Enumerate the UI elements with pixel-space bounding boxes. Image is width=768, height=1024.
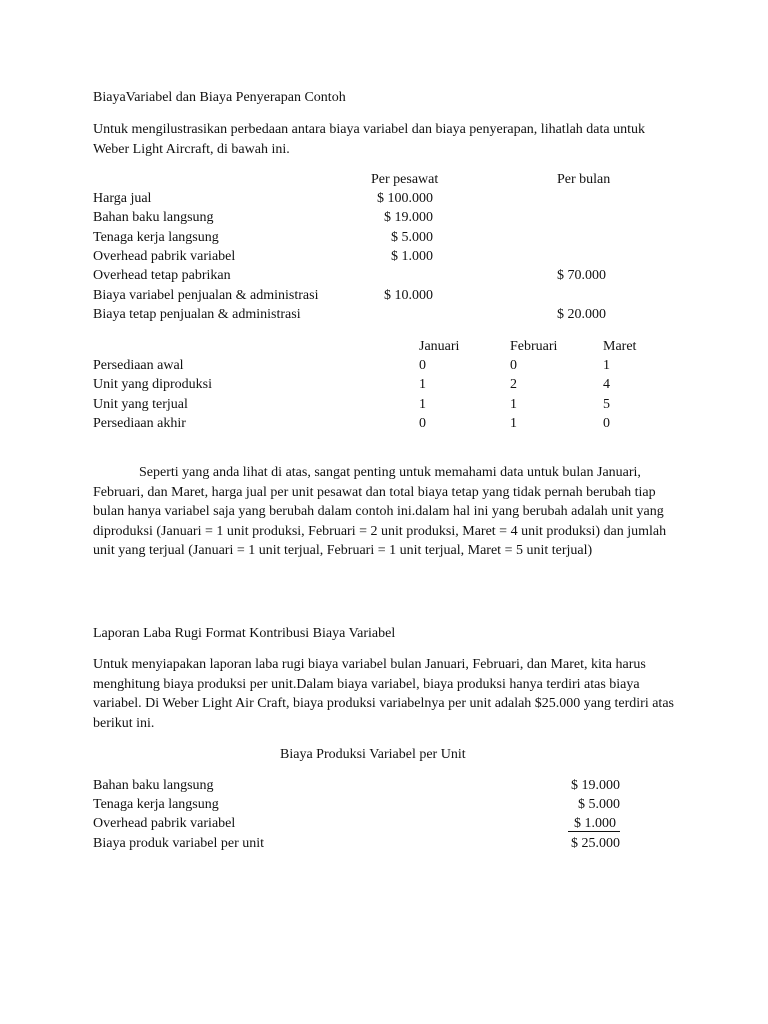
var-cost-total-value: $ 25.000	[571, 836, 620, 851]
variable-cost-paragraph: Untuk menyiapakan laporan laba rugi biaya variabel bulan Januari, Februari, dan Maret, kita harus menghitung biaya produksi per unit.Dalam biaya variabel, biaya produksi hanya terdiri atas biaya variabel. Di Weber Light Air Craft, biaya produksi variabelnya per unit adalah $25.000 yang terdiri atas berikut ini.	[93, 657, 674, 731]
unit-cell: 4	[603, 377, 610, 392]
var-cost-label: Bahan baku langsung	[93, 778, 214, 793]
unit-row-label: Persediaan akhir	[93, 416, 186, 431]
cost-row-label: Tenaga kerja langsung	[93, 230, 219, 245]
unit-cell: 1	[510, 397, 517, 412]
var-cost-total-label: Biaya produk variabel per unit	[93, 836, 265, 851]
var-cost-label: Tenaga kerja langsung	[93, 797, 219, 812]
var-cost-label: Overhead pabrik variabel	[93, 816, 236, 831]
document-title: BiayaVariabel dan Biaya Penyerapan Contoh	[93, 90, 346, 105]
unit-cell: 0	[419, 358, 426, 373]
cost-row-per-month: $ 70.000	[557, 268, 606, 283]
var-cost-value	[520, 814, 620, 833]
unit-cell: 0	[419, 416, 426, 431]
unit-row-label: Unit yang diproduksi	[93, 377, 212, 392]
unit-row-label: Persediaan awal	[93, 358, 184, 373]
col-header-per-month: Per bulan	[557, 172, 611, 187]
unit-cell: 1	[510, 416, 517, 431]
var-cost-value: $ 19.000	[571, 778, 620, 793]
explanation-paragraph: Seperti yang anda lihat di atas, sangat penting untuk memahami data untuk bulan Januari, Februari, dan Maret, harga jual per unit pesawat dan total biaya tetap yang tidak pernah berubah tiap bulan hanya variabel saja yang berubah dalam contoh ini.dalam hal ini yang berubah adalah unit yang diproduksi (Januari = 1 unit produksi, Februari = 2 unit produksi, Maret = 4 unit produksi) dan jumlah unit yang terjual (Januari = 1 unit terjual, Februari = 1 unit terjual, Maret = 5 unit terjual)	[93, 465, 667, 559]
variable-cost-title: Biaya Produksi Variabel per Unit	[280, 747, 466, 762]
cost-row-label: Biaya variabel penjualan & administrasi	[93, 288, 319, 303]
month-header: Maret	[603, 339, 637, 354]
cost-row-per-plane: $ 5.000	[391, 230, 433, 245]
cost-row-per-plane: $ 10.000	[384, 288, 433, 303]
cost-row-label: Overhead pabrik variabel	[93, 249, 236, 264]
unit-cell: 2	[510, 377, 517, 392]
intro-paragraph: Untuk mengilustrasikan perbedaan antara biaya variabel dan biaya penyerapan, lihatlah data untuk Weber Light Aircraft, di bawah ini.	[93, 122, 646, 157]
var-cost-value-underlined: $ 1.000	[568, 816, 620, 832]
cost-row-label: Harga jual	[93, 191, 152, 206]
unit-cell: 0	[510, 358, 517, 373]
cost-row-per-plane: $ 19.000	[384, 210, 433, 225]
cost-row-label: Overhead tetap pabrikan	[93, 268, 231, 283]
unit-cell: 1	[419, 377, 426, 392]
unit-cell: 1	[419, 397, 426, 412]
unit-row-label: Unit yang terjual	[93, 397, 188, 412]
unit-cell: 1	[603, 358, 610, 373]
month-header: Januari	[419, 339, 460, 354]
col-header-per-plane: Per pesawat	[371, 172, 439, 187]
section-title: Laporan Laba Rugi Format Kontribusi Biaya Variabel	[93, 626, 396, 641]
unit-cell: 0	[603, 416, 610, 431]
cost-row-label: Biaya tetap penjualan & administrasi	[93, 307, 301, 322]
unit-cell: 5	[603, 397, 610, 412]
var-cost-value: $ 5.000	[578, 797, 620, 812]
cost-row-label: Bahan baku langsung	[93, 210, 214, 225]
month-header: Februari	[510, 339, 558, 354]
cost-row-per-plane: $ 100.000	[377, 191, 433, 206]
cost-row-per-month: $ 20.000	[557, 307, 606, 322]
cost-row-per-plane: $ 1.000	[391, 249, 433, 264]
